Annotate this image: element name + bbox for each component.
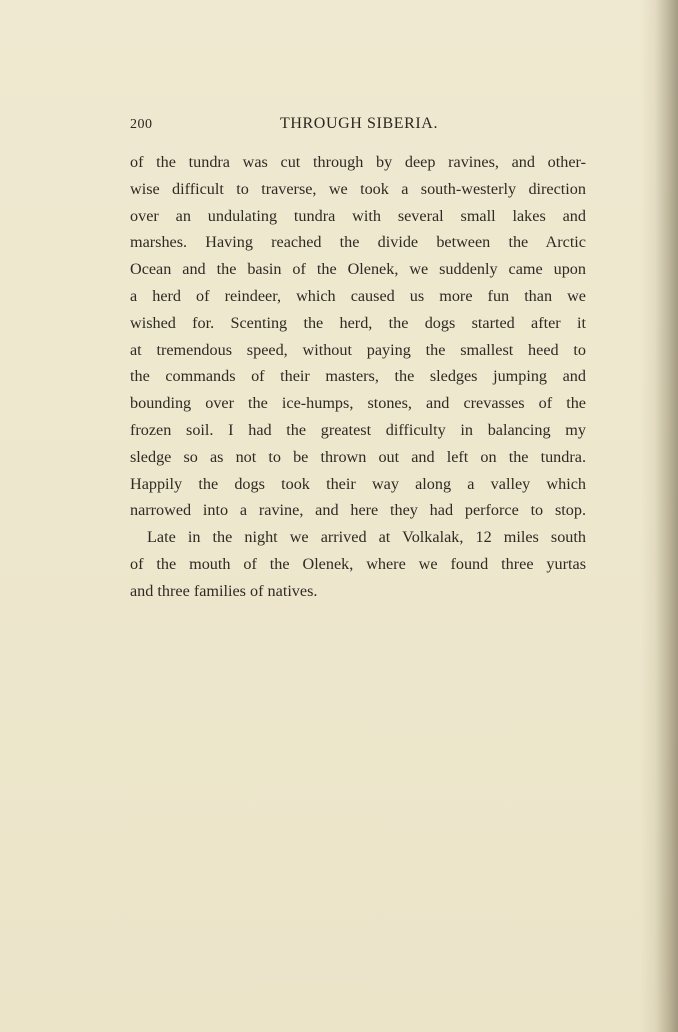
text-line: bounding over the ice-humps, stones, and crevasses of the xyxy=(130,394,586,413)
running-title: THROUGH SIBERIA. xyxy=(280,115,439,132)
text-line: marshes. Having reached the divide between the Arctic xyxy=(130,233,586,252)
text-line: frozen soil. I had the greatest difficulty in balancing my xyxy=(130,420,586,439)
text-line: the commands of their masters, the sledges jumping and xyxy=(130,367,586,386)
page-number: 200 xyxy=(130,117,153,132)
text-line: over an undulating tundra with several small lakes and xyxy=(130,206,586,225)
text-line: wished for. Scenting the herd, the dogs started after it xyxy=(130,313,586,332)
text-line: of the tundra was cut through by deep ravines, and other- xyxy=(130,153,586,171)
text-line: and three families of natives. xyxy=(130,581,318,600)
text-line: narrowed into a ravine, and here they had perforce to stop. xyxy=(130,501,586,520)
page-header xyxy=(130,113,586,139)
text-line: Late in the night we arrived at Volkalak, 12 miles south xyxy=(147,528,586,547)
body-text xyxy=(130,149,586,605)
text-line: a herd of reindeer, which caused us more fun than we xyxy=(130,286,586,305)
paragraph xyxy=(130,524,586,604)
text-line: of the mouth of the Olenek, where we found three yurtas xyxy=(130,554,586,573)
text-line: at tremendous speed, without paying the smallest heed to xyxy=(130,340,586,359)
text-line: sledge so as not to be thrown out and left on the tundra. xyxy=(130,447,586,466)
text-line: wise difficult to traverse, we took a south-westerly direction xyxy=(130,179,586,198)
text-line: Happily the dogs took their way along a valley which xyxy=(130,474,586,493)
paragraph xyxy=(130,149,586,524)
text-line: Ocean and the basin of the Olenek, we suddenly came upon xyxy=(130,260,586,279)
